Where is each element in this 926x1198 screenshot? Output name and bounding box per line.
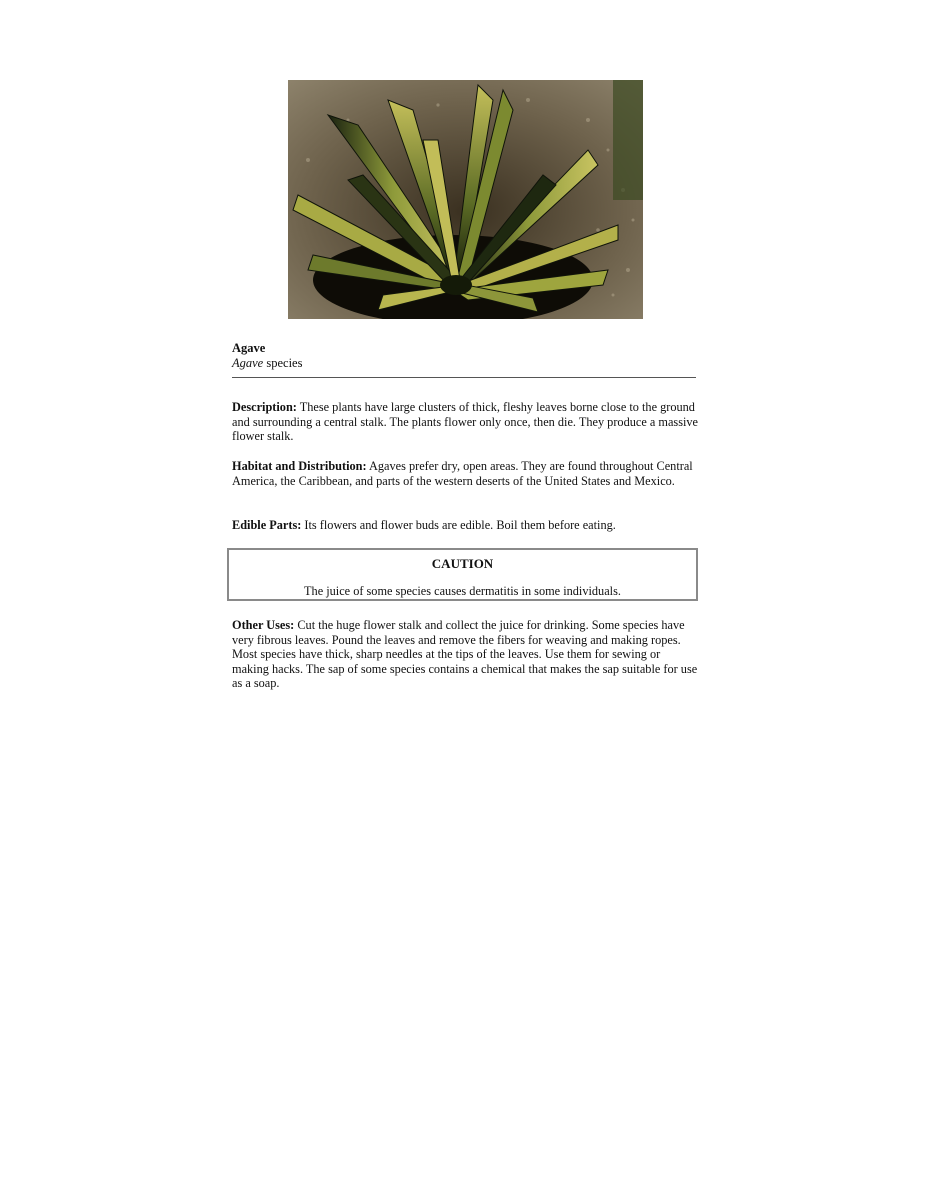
title-divider <box>232 377 696 378</box>
other-uses-text: Cut the huge flower stalk and collect the juice for drinking. Some species have very fibrous leaves. Pound the leaves and remove the fibers for weaving and making ropes. Most species have thick, sharp needles at the tips of the leaves. Use them for sewing or making hacks. The sap of some species contains a chemical that makes the sap suitable for use as a soap. <box>232 618 698 691</box>
description-heading: Description: <box>232 400 297 414</box>
caution-title: CAUTION <box>431 556 494 571</box>
edible-text: Its flowers and flower buds are edible. Boil them before eating. <box>301 518 616 532</box>
habitat-paragraph <box>232 459 698 488</box>
description-text: These plants have large clusters of thick, fleshy leaves borne close to the ground and surrounding a central stalk. The plants flower only once, then die. They produce a massive flower stalk. <box>232 400 699 444</box>
scientific-suffix: species <box>263 356 303 370</box>
edible-paragraph <box>232 518 698 533</box>
agave-photo <box>288 80 643 319</box>
scientific-genus: Agave <box>232 356 264 370</box>
scientific-name <box>232 356 696 371</box>
caution-text: The juice of some species causes dermatitis in some individuals. <box>304 584 621 598</box>
agave-plant-image <box>288 80 643 319</box>
other-uses-paragraph <box>232 618 698 691</box>
plant-title-block <box>232 341 696 371</box>
caution-box <box>227 548 698 601</box>
common-name: Agave <box>232 341 266 355</box>
habitat-heading: Habitat and Distribution: <box>232 459 367 473</box>
description-paragraph <box>232 400 698 444</box>
habitat-text: Agaves prefer dry, open areas. They are found throughout Central America, the Caribbean, and parts of the western deserts of the United States and Mexico. <box>232 459 693 488</box>
edible-heading: Edible Parts: <box>232 518 302 532</box>
other-uses-heading: Other Uses: <box>232 618 295 632</box>
